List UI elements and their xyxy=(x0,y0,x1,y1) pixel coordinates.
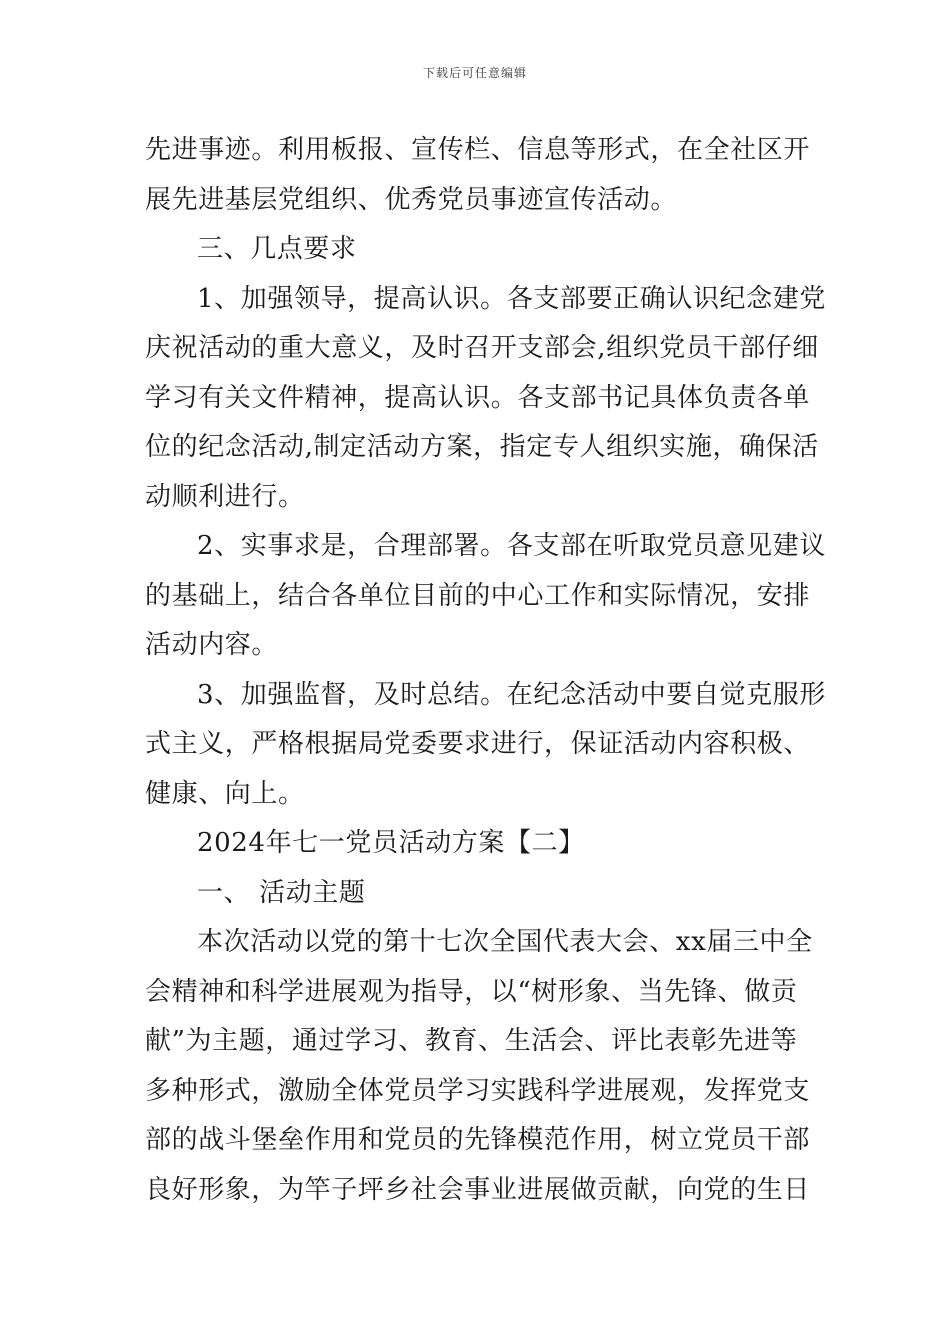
page-header: 下载后可任意编辑 xyxy=(422,66,527,80)
text-line: 三、几点要求 xyxy=(197,234,357,264)
document-body xyxy=(145,126,826,1215)
text-line: 2、实事求是，合理部署。各支部在听取党员意见建议 xyxy=(197,531,826,561)
text-line: 一、 活动主题 xyxy=(197,877,366,908)
text-line: 学习有关文件精神，提高认识。各支部书记具体负责各单 xyxy=(145,382,811,413)
text-line: 先进事迹。利用板报、宣传栏、信息等形式，在全社区开 xyxy=(145,135,811,165)
text-line: 式主义，严格根据局党委要求进行，保证活动内容积极、 xyxy=(145,729,811,759)
text-line: 2024年七一党员活动方案【二】 xyxy=(197,828,585,858)
text-line: 的基础上，结合各单位目前的中心工作和实际情况，安排 xyxy=(145,580,811,611)
text-line: 献”为主题，通过学习、教育、生活会、评比表彰先进等 xyxy=(145,1026,798,1056)
text-line: 活动内容。 xyxy=(145,630,279,660)
text-line: 动顺利进行。 xyxy=(145,481,305,512)
text-line: 会精神和科学进展观为指导，以“树形象、当先锋、做贡 xyxy=(145,976,798,1007)
text-line: 展先进基层党组织、优秀党员事迹宣传活动。 xyxy=(145,184,678,215)
text-line: 本次活动以党的第十七次全国代表大会、xx届三中全 xyxy=(197,927,813,957)
text-line: 健康、向上。 xyxy=(145,778,305,809)
text-line: 良好形象，为竿子坪乡社会事业进展做贡献，向党的生日 xyxy=(145,1174,811,1205)
text-line: 庆祝活动的重大意义，及时召开支部会,组织党员干部仔细 xyxy=(145,333,819,363)
text-line: 1、加强领导，提高认识。各支部要正确认识纪念建党 xyxy=(197,283,826,314)
text-line: 位的纪念活动,制定活动方案，指定专人组织实施，确保活 xyxy=(145,432,819,462)
text-line: 多种形式，激励全体党员学习实践科学进展观，发挥党支 xyxy=(145,1075,811,1106)
text-line: 部的战斗堡垒作用和党员的先锋模范作用，树立党员干部 xyxy=(145,1125,811,1155)
text-line: 3、加强监督，及时总结。在纪念活动中要自觉克服形 xyxy=(197,679,826,710)
